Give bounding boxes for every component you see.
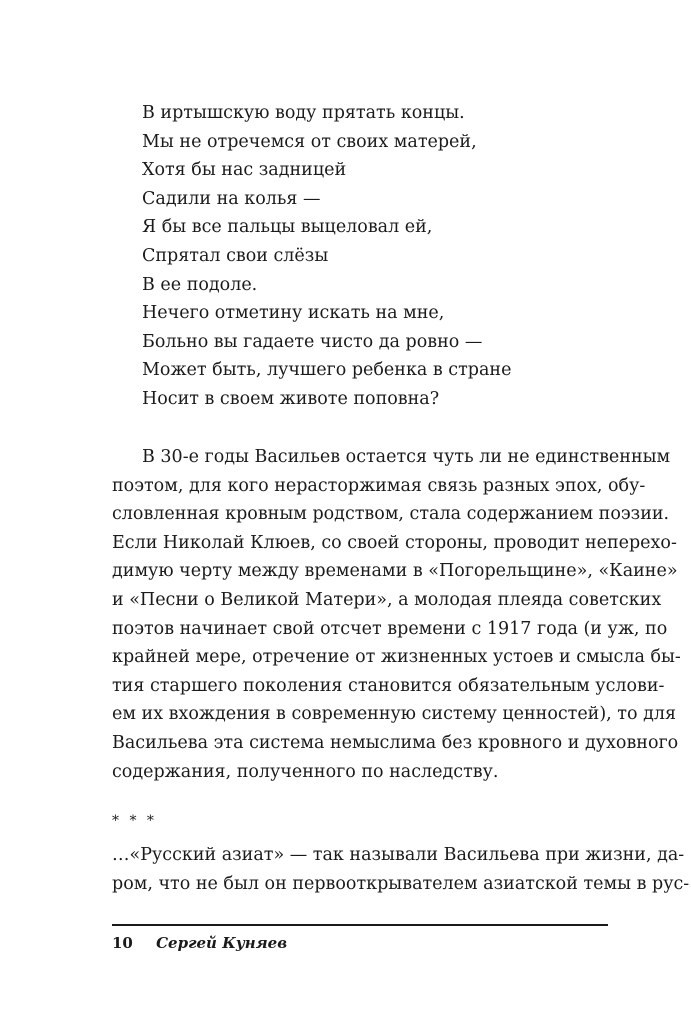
paragraph-line: поэтом, для кого нерасторжимая связь разных эпох, обу- xyxy=(112,475,646,496)
body-paragraph-1 xyxy=(112,443,681,786)
paragraph-line: и «Песни о Великой Матери», а молодая плеяда советских xyxy=(112,589,662,610)
poem-line: Спрятал свои слёзы xyxy=(142,245,329,266)
paragraph-line: содержания, полученного по наследству. xyxy=(112,761,499,782)
paragraph-line: димую черту между временами в «Погорельщине», «Каине» xyxy=(112,561,678,582)
paragraph-line: В 30-е годы Васильев остается чуть ли не единственным xyxy=(142,447,671,467)
poem-line: Садили на колья — xyxy=(142,188,321,209)
paragraph-line: тия старшего поколения становится обязательным услови- xyxy=(112,675,665,696)
paragraph-line: поэтов начинает свой отсчет времени с 1917 года (и уж, по xyxy=(112,618,668,639)
running-author: Сергей Куняев xyxy=(156,934,288,952)
body-paragraph-2 xyxy=(112,841,690,898)
poem-line: Может быть, лучшего ребенка в стране xyxy=(142,360,512,381)
poem-line: Я бы все пальцы выцеловал ей, xyxy=(142,217,433,238)
paragraph-line: ем их вхождения в современную систему ценностей), то для xyxy=(112,704,677,725)
paragraph-line: Васильева эта система немыслима без кровного и духовного xyxy=(112,732,679,753)
poem-line: Мы не отречемся от своих матерей, xyxy=(142,131,477,152)
paragraph-line: ром, что не был он первооткрывателем азиатской темы в рус- xyxy=(112,873,690,894)
poem-line: Нечего отметину искать на мне, xyxy=(142,303,445,324)
paragraph-line: Если Николай Клюев, со своей стороны, проводит неперехо- xyxy=(112,532,677,553)
page-footer xyxy=(112,934,287,952)
poem-line: Хотя бы нас задницей xyxy=(142,160,347,181)
footer-divider xyxy=(112,924,608,926)
poem-line: Носит в своем животе поповна? xyxy=(142,388,440,409)
paragraph-line: …«Русский азиат» — так называли Васильева при жизни, да- xyxy=(112,845,685,865)
poem-line: Больно вы гадаете чисто да ровно — xyxy=(142,331,483,352)
paragraph-line: словленная кровным родством, стала содержанием поэзии. xyxy=(112,504,670,525)
section-separator: * * * xyxy=(112,813,157,829)
poem-stanza xyxy=(142,99,511,414)
page-number: 10 xyxy=(112,934,133,952)
paragraph-line: крайней мере, отречение от жизненных устоев и смысла бы- xyxy=(112,647,681,668)
poem-line: В иртышскую воду прятать концы. xyxy=(142,103,465,123)
poem-line: В ее подоле. xyxy=(142,274,258,295)
